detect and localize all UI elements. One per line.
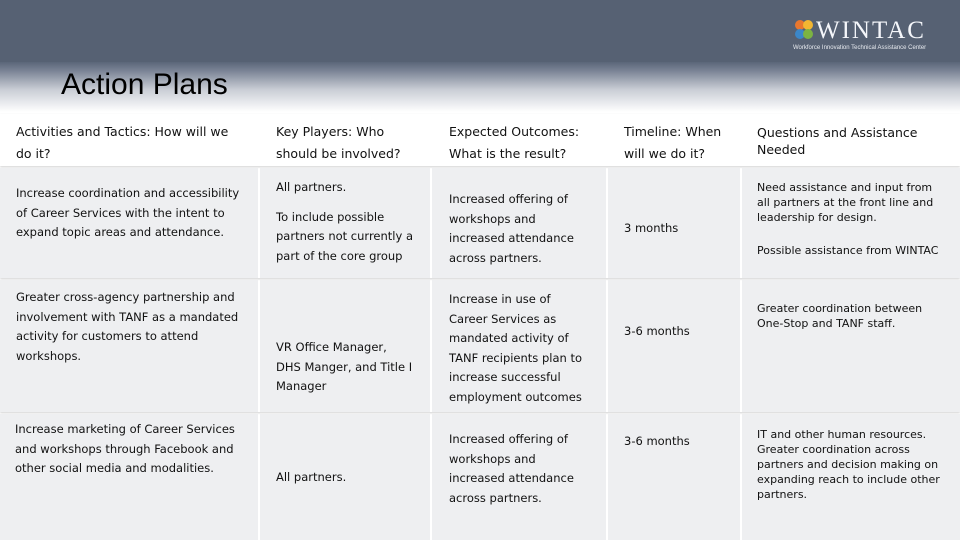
row1-players-cell: All partners. To include possible partners not currently a part of the core group (260, 168, 430, 278)
row1-timeline-cell: 3 months (608, 168, 740, 278)
action-plan-table (0, 114, 960, 540)
row3-activity-cell: Increase marketing of Career Services and workshops through Facebook and other social media and modalities. (0, 414, 258, 540)
page-title: Action Plans (61, 68, 228, 101)
row3-timeline-cell: 3-6 months (608, 414, 740, 540)
column-header-timeline: Timeline: When will we do it? (608, 114, 742, 166)
row1-questions-cell: Need assistance and input from all partners at the front line and leadership for design. Possible assistance from WINTAC (742, 168, 960, 278)
logo-subtext: Workforce Innovation Technical Assistance Center (793, 45, 927, 51)
row1-activity-cell: Increase coordination and accessibility of Career Services with the intent to expand topic areas and attendance. (0, 168, 258, 278)
table-row (0, 414, 960, 540)
row1-outcome-cell: Increased offering of workshops and increased attendance across partners. (432, 168, 606, 278)
row2-outcome-cell: Increase in use of Career Services as mandated activity of TANF recipients plan to increase successful employment outcomes (432, 280, 606, 412)
wintac-logo (792, 18, 952, 56)
column-header-key-players: Key Players: Who should be involved? (260, 114, 432, 166)
row2-players-cell: VR Office Manager, DHS Manger, and Title I Manager (260, 280, 430, 412)
column-header-activities: Activities and Tactics: How will we do it? (0, 114, 260, 166)
row3-questions-cell: IT and other human resources. Greater coordination across partners and decision making on expanding reach to include other partners. (742, 414, 960, 540)
table-row (0, 168, 960, 278)
row2-activity-cell: Greater cross-agency partnership and involvement with TANF as a mandated activity for customers to attend workshops. (0, 280, 258, 412)
row2-timeline-cell: 3-6 months (608, 280, 740, 412)
table-header-row (0, 114, 960, 166)
column-header-expected-outcomes: Expected Outcomes: What is the result? (432, 114, 608, 166)
row3-players-cell: All partners. (260, 414, 430, 540)
row3-outcome-cell: Increased offering of workshops and increased attendance across partners. (432, 414, 606, 540)
column-header-questions: Questions and Assistance Needed (742, 114, 960, 166)
logo-text: WINTAC (816, 17, 926, 44)
table-row (0, 280, 960, 412)
row2-questions-cell: Greater coordination between One-Stop and TANF staff. (742, 280, 960, 412)
logo-mark-icon (792, 18, 816, 42)
